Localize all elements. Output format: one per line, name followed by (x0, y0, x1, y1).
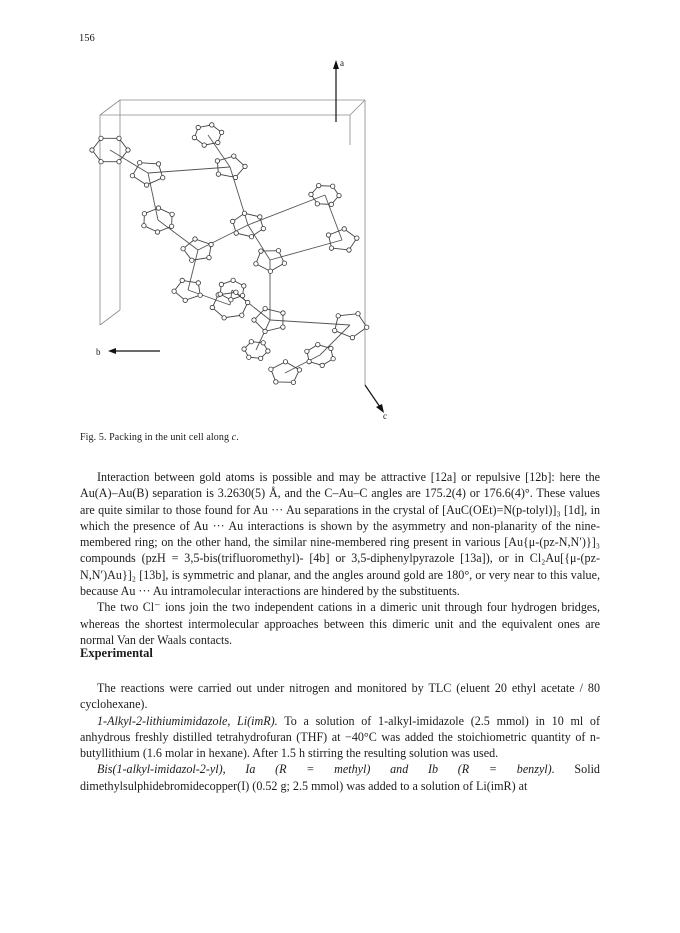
axis-c-label: c (383, 411, 387, 421)
atom-ellipsoid (219, 282, 223, 286)
paragraph-bisimidazolyl (80, 761, 600, 794)
atom-ellipsoid (99, 160, 103, 164)
atom-ellipsoid (347, 248, 351, 252)
atom-ellipsoid (117, 136, 121, 140)
atom-ellipsoid (209, 242, 213, 246)
caption-end: . (236, 432, 239, 443)
atom-ellipsoid (161, 176, 165, 180)
atom-ellipsoid (130, 174, 134, 178)
atom-ellipsoid (210, 123, 214, 127)
atom-ellipsoid (282, 261, 286, 265)
caption-axis: c (231, 432, 237, 443)
atom-ellipsoid (180, 278, 184, 282)
bisimidazolyl-title: Bis(1-alkyl-imidazol-2-yl), Ia (R = methyl) and Ib (R = benzyl). (97, 762, 555, 777)
atom-ellipsoid (231, 278, 235, 282)
atom-ellipsoid (307, 359, 311, 363)
lithiumimidazole-text: To a solution of 1-alkyl-imidazole (2.5 mmol) in 10 ml of anhydrous freshly distilled tetrahydrofuran (THF) at −40°C was added the stoichiometric quantity of n-butyllithium (1.6 molar in hexane). After 1.5 h stirring the resulting solution was used. (80, 713, 600, 761)
atom-ellipsoid (144, 183, 148, 187)
atom-ellipsoid (329, 346, 333, 350)
ring-outline (217, 156, 245, 177)
crystal-packing-figure (80, 55, 600, 425)
atom-ellipsoid (156, 162, 160, 166)
atom-ellipsoid (202, 143, 206, 147)
atom-ellipsoid (305, 349, 309, 353)
atom-ellipsoid (329, 202, 333, 206)
atom-ellipsoid (216, 172, 220, 176)
experimental-text (80, 680, 600, 794)
bond-line (270, 320, 350, 325)
atom-ellipsoid (329, 246, 333, 250)
atom-ellipsoid (320, 363, 324, 367)
atom-ellipsoid (266, 349, 270, 353)
atom-ellipsoid (254, 262, 258, 266)
atom-ellipsoid (281, 311, 285, 315)
reaction-conditions-text: The reactions were carried out under nitrogen and monitored by TLC (eluent 20 ethyl acetate / 80 cyclohexane). (80, 681, 600, 712)
atom-ellipsoid (169, 224, 173, 228)
bond-line (158, 220, 198, 250)
atom-ellipsoid (337, 193, 341, 197)
paragraph-gold-interaction: Interaction between gold atoms is possible and may be attractive [12a] or repulsive [12b]: here the Au(A)–Au(B) separation is 3.2630(5) Å, and the C–Au–C angles are 175.2(4) or 176.6(4)°. These values are quite similar to those found for Au ··· Au separations in the crystal of [AuC(OEt)=N(p-tolyl)]₃ [1d], in which the presence of Au ··· Au interactions is shown by the asymmetry and non-planarity of the nine-membered ring; on the other hand, the similar nine-membered ring present in various [Au{μ-(pz-N,N′)}]₃ compounds (pzH = 3,5-bis(trifluoromethyl)- [4b] or 3,5-diphenylpyrazole [13a]), or in Cl₂Au[{μ-(pz-N,N′)Au}]₂ [13b], is symmetric and planar, and the angles around gold are 180°, or very near to this value, because Au ··· Au intramolecular interactions are hindered by the substituents. (80, 470, 600, 599)
bond-line (285, 355, 320, 373)
atom-ellipsoid (183, 298, 187, 302)
atom-ellipsoid (263, 329, 267, 333)
ring-outline (271, 362, 300, 383)
atom-ellipsoid (99, 136, 103, 140)
atom-ellipsoid (365, 325, 369, 329)
atom-ellipsoid (350, 335, 354, 339)
atom-ellipsoid (126, 148, 130, 152)
atom-ellipsoid (142, 212, 146, 216)
atom-ellipsoid (258, 215, 262, 219)
atom-ellipsoid (181, 247, 185, 251)
unit-cell-drawing (80, 55, 600, 425)
bond-line (198, 225, 248, 250)
atom-ellipsoid (170, 212, 174, 216)
atom-ellipsoid (242, 347, 246, 351)
atom-ellipsoid (355, 236, 359, 240)
atom-ellipsoid (333, 328, 337, 332)
axis-a-label: a (340, 58, 344, 68)
paragraph-chloride-bridges: The two Cl⁻ ions join the two independent cations in a dimeric unit through four hydrogen bridges, whereas the shortest intermolecular approaches between this dimeric unit and the equivalent ones are normal Van der Waals contacts. (80, 600, 600, 647)
atom-ellipsoid (242, 211, 246, 215)
atom-ellipsoid (90, 148, 94, 152)
axis-a (333, 58, 344, 122)
atom-ellipsoid (309, 192, 313, 196)
atom-ellipsoid (190, 258, 194, 262)
axis-b (96, 347, 160, 357)
atom-ellipsoid (274, 380, 278, 384)
atom-ellipsoid (232, 154, 236, 158)
atom-ellipsoid (210, 305, 214, 309)
atom-ellipsoid (331, 184, 335, 188)
atom-ellipsoid (155, 230, 159, 234)
atom-ellipsoid (117, 160, 121, 164)
atom-ellipsoid (196, 281, 200, 285)
atom-ellipsoid (242, 284, 246, 288)
atom-ellipsoid (231, 219, 235, 223)
atom-ellipsoid (249, 235, 253, 239)
bond-line (230, 167, 248, 225)
atom-ellipsoid (249, 340, 253, 344)
axis-b-label: b (96, 347, 101, 357)
atom-ellipsoid (259, 249, 263, 253)
atom-ellipsoid (336, 314, 340, 318)
atom-ellipsoid (234, 231, 238, 235)
axis-c (365, 385, 387, 421)
atom-ellipsoid (142, 224, 146, 228)
atom-ellipsoid (219, 130, 223, 134)
atom-ellipsoid (246, 300, 250, 304)
paragraph-reaction-conditions (80, 680, 600, 713)
atom-ellipsoid (207, 255, 211, 259)
atom-ellipsoid (243, 164, 247, 168)
atom-ellipsoid (268, 269, 272, 273)
atom-ellipsoid (263, 306, 267, 310)
molecule-atoms (90, 123, 369, 385)
atom-ellipsoid (315, 202, 319, 206)
atom-ellipsoid (216, 140, 220, 144)
page-number: 156 (79, 33, 95, 44)
atom-ellipsoid (261, 226, 265, 230)
atom-ellipsoid (281, 325, 285, 329)
atom-ellipsoid (172, 289, 176, 293)
atom-ellipsoid (198, 293, 202, 297)
atom-ellipsoid (222, 316, 226, 320)
paragraph-lithiumimidazole (80, 713, 600, 762)
atom-ellipsoid (252, 318, 256, 322)
ring-outline (254, 309, 283, 332)
atom-ellipsoid (240, 293, 244, 297)
atom-ellipsoid (193, 237, 197, 241)
atom-ellipsoid (317, 183, 321, 187)
atom-ellipsoid (283, 360, 287, 364)
atom-ellipsoid (291, 380, 295, 384)
atom-ellipsoid (240, 313, 244, 317)
atom-ellipsoid (156, 206, 160, 210)
atom-ellipsoid (326, 233, 330, 237)
atom-ellipsoid (218, 292, 222, 296)
bisimidazolyl-text: Solid dimethylsulphidebromidecopper(I) (0.52 g; 2.5 mmol) was added to a solution of Li(imR) at (80, 762, 600, 793)
atom-ellipsoid (269, 367, 273, 371)
atom-ellipsoid (233, 175, 237, 179)
atom-ellipsoid (331, 357, 335, 361)
atom-ellipsoid (247, 355, 251, 359)
lithiumimidazole-title: 1-Alkyl-2-lithiumimidazole, Li(imR). (97, 713, 278, 728)
atom-ellipsoid (138, 161, 142, 165)
atom-ellipsoid (356, 312, 360, 316)
atom-ellipsoid (259, 356, 263, 360)
atom-ellipsoid (316, 342, 320, 346)
atom-ellipsoid (196, 125, 200, 129)
atom-ellipsoid (297, 368, 301, 372)
section-heading-experimental: Experimental (80, 646, 153, 660)
figure-caption (80, 432, 239, 443)
atom-ellipsoid (234, 290, 238, 294)
atom-ellipsoid (229, 298, 233, 302)
caption-text: Fig. 5. Packing in the unit cell along (80, 432, 232, 443)
discussion-text (80, 469, 600, 648)
atom-ellipsoid (342, 227, 346, 231)
bond-line (248, 195, 325, 225)
atom-ellipsoid (261, 341, 265, 345)
atom-ellipsoid (276, 249, 280, 253)
atom-ellipsoid (215, 159, 219, 163)
unit-cell-box (100, 100, 365, 385)
atom-ellipsoid (192, 135, 196, 139)
